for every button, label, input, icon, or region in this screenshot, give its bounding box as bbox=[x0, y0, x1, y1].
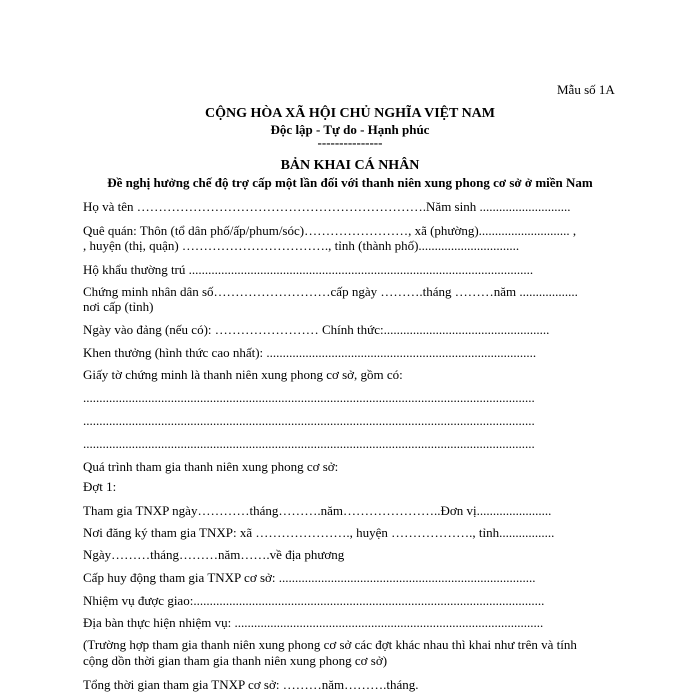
line-duty-area: Địa bàn thực hiện nhiệm vụ: ............................................................................................... bbox=[83, 615, 544, 630]
dotted-fill-line: ........................................................................................................................................... bbox=[83, 413, 535, 428]
line-party-date: Ngày vào đảng (nếu có): …………………… Chính thức:................................................... bbox=[83, 322, 550, 337]
line-total-time: Tổng thời gian tham gia TNXP cơ sở: ………năm……….tháng. bbox=[83, 677, 419, 692]
line-documents-heading: Giấy tờ chứng minh là thanh niên xung phong cơ sở, gồm có: bbox=[83, 367, 403, 382]
line-assigned-duty: Nhiệm vụ được giao:............................................................................................................ bbox=[83, 593, 545, 608]
line-id-card: Chứng minh nhân dân số………………………cấp ngày ……….tháng ………năm .................. bbox=[83, 284, 578, 299]
line-id-place: nơi cấp (tỉnh) bbox=[83, 299, 154, 314]
line-residence: Hộ khẩu thường trú .......................................................................................................... bbox=[83, 262, 534, 277]
document-title: BẢN KHAI CÁ NHÂN bbox=[280, 158, 420, 173]
header-separator: --------------- bbox=[317, 135, 383, 150]
dotted-fill-line: ........................................................................................................................................... bbox=[83, 436, 535, 451]
line-hometown: Quê quán: Thôn (tổ dân phố/ấp/phum/sóc)……………………, xã (phường)............................ , bbox=[83, 223, 577, 238]
line-note: (Trường hợp tham gia thanh niên xung phong cơ sở các đợt khác nhau thì khai như trên và tính bbox=[83, 637, 577, 652]
line-process-heading: Quá trình tham gia thanh niên xung phong cơ sở: bbox=[83, 459, 339, 474]
line-registration-place: Nơi đăng ký tham gia TNXP: xã …………………., huyện ………………., tỉnh................. bbox=[83, 525, 555, 540]
line-return-date: Ngày………tháng………năm…….về địa phương bbox=[83, 547, 345, 562]
line-join-date: Tham gia TNXP ngày…………tháng……….năm…………………..Đơn vị....................... bbox=[83, 503, 552, 518]
national-motto: Độc lập - Tự do - Hạnh phúc bbox=[270, 122, 430, 137]
line-mobilization-level: Cấp huy động tham gia TNXP cơ sở: ............................................................................... bbox=[83, 570, 536, 585]
line-round-1: Đợt 1: bbox=[83, 479, 117, 494]
line-awards: Khen thưởng (hình thức cao nhất): ................................................................................... bbox=[83, 345, 537, 360]
form-code: Mẫu số 1A bbox=[557, 82, 615, 97]
line-hometown-cont: , huyện (thị, quận) ……………………………., tỉnh (thành phố)............................... bbox=[83, 238, 520, 253]
dotted-fill-line: ........................................................................................................................................... bbox=[83, 390, 535, 405]
line-note-cont: cộng dồn thời gian tham gia thanh niên xung phong cơ sở) bbox=[83, 653, 388, 668]
country-name: CỘNG HÒA XÃ HỘI CHỦ NGHĨA VIỆT NAM bbox=[204, 106, 495, 121]
document-subtitle: Đề nghị hưởng chế độ trợ cấp một lần đối với thanh niên xung phong cơ sở ở miền Nam bbox=[107, 175, 593, 190]
line-full-name: Họ và tên ………………………………………………………….Năm sinh ............................ bbox=[83, 199, 571, 214]
